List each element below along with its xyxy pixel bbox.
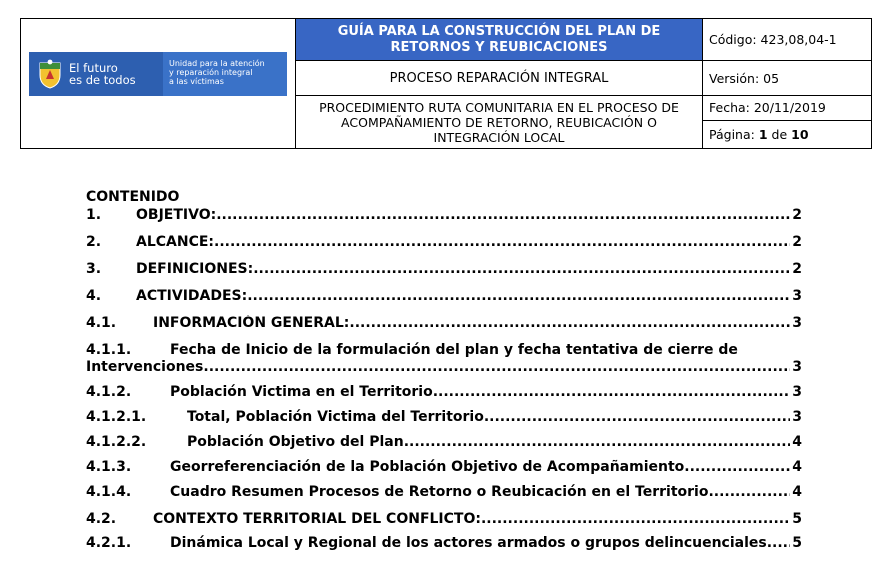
toc-entry-number: 2.: [86, 234, 102, 250]
toc-entry[interactable]: [86, 261, 802, 278]
logo-slogan-line2: es de todos: [69, 73, 136, 87]
toc-entry-page: 4: [792, 484, 802, 500]
logo-slogan-line1: El futuro: [69, 61, 118, 75]
toc-entry-number: 4.1.2.1.: [86, 409, 147, 425]
toc-entry-number: 4.2.: [86, 511, 117, 527]
toc-entry-title: Población Objetivo del Plan .....: [187, 434, 404, 450]
toc-entries: [86, 207, 802, 552]
document-header: [20, 18, 872, 149]
toc-entry-page: 4: [792, 459, 802, 475]
toc-entry-page: 3: [792, 288, 802, 304]
page-current: 1: [758, 127, 768, 142]
toc-entry[interactable]: [86, 535, 802, 552]
page-total: 10: [791, 127, 809, 142]
logo-cell: [21, 19, 296, 149]
toc-entry-page: 2: [792, 207, 802, 223]
toc-entry[interactable]: [86, 384, 802, 401]
toc-entry-number: 4.1.: [86, 315, 117, 331]
toc-entry[interactable]: [86, 459, 802, 476]
toc-entry[interactable]: [86, 315, 802, 332]
toc-entry-title: Total, Población Victima del Territorio .....: [187, 409, 484, 425]
toc-entry-number: 4.1.4.: [86, 484, 132, 500]
toc-entry-number: 3.: [86, 261, 102, 277]
toc-entry[interactable]: [86, 234, 802, 251]
page-indicator: [703, 121, 871, 148]
toc-entry-title: ACTIVIDADES: .....: [136, 288, 247, 304]
institution-logo: [29, 52, 287, 96]
toc-entry-page: 2: [792, 261, 802, 277]
toc-entry-title: OBJETIVO: .....: [136, 207, 216, 223]
toc-entry-title: Dinámica Local y Regional de los actores armados o grupos delincuenciales. .....: [170, 535, 772, 551]
page-label: Página:: [709, 127, 755, 142]
toc-entry-title: Fecha de Inicio de la formulación del plan y fecha tentativa de cierre de Intervenciones .....: [86, 342, 738, 375]
toc-entry-page: 3: [792, 384, 802, 400]
toc-entry[interactable]: [86, 409, 802, 426]
table-of-contents: [86, 189, 802, 552]
toc-entry-title: INFORMACIÓN GENERAL: .....: [153, 315, 349, 331]
toc-entry-title: CONTEXTO TERRITORIAL DEL CONFLICTO: .....: [153, 511, 481, 527]
coat-of-arms-icon: [37, 59, 63, 89]
toc-entry-page: 4: [792, 434, 802, 450]
toc-entry[interactable]: [86, 511, 802, 528]
logo-unit-text: Unidad para la atención y reparación integral a las víctimas: [163, 52, 287, 96]
toc-entry-page: 2: [792, 234, 802, 250]
toc-entry-page: 3: [792, 315, 802, 331]
toc-entry[interactable]: [86, 434, 802, 451]
toc-entry-page: 5: [792, 535, 802, 551]
toc-entry-title: DEFINICIONES: .....: [136, 261, 253, 277]
toc-entry-number: 4.1.3.: [86, 459, 132, 475]
toc-entry-title: ALCANCE: .....: [136, 234, 214, 250]
toc-entry-title: Cuadro Resumen Procesos de Retorno o Reubicación en el Territorio .....: [170, 484, 708, 500]
procedure-name: PROCEDIMIENTO RUTA COMUNITARIA EN EL PROCESO DE ACOMPAÑAMIENTO DE RETORNO, REUBICACIÓN O INTEGRACIÓN LOCAL: [296, 96, 703, 149]
document-code: Código: 423,08,04-1: [703, 19, 872, 61]
toc-entry-page: 5: [792, 511, 802, 527]
toc-entry[interactable]: [86, 484, 802, 501]
toc-entry-number: 4.: [86, 288, 102, 304]
toc-entry-title: Georreferenciación de la Población Objetivo de Acompañamiento .....: [170, 459, 684, 475]
toc-entry-title: Población Victima en el Territorio .....: [170, 384, 433, 400]
toc-entry-number: 4.1.2.2.: [86, 434, 147, 450]
toc-entry-page: 3: [792, 359, 802, 375]
toc-entry[interactable]: [86, 342, 802, 376]
document-version: Versión: 05: [703, 61, 872, 96]
toc-entry-page: 3: [792, 409, 802, 425]
toc-entry-number: 1.: [86, 207, 102, 223]
toc-entry-number: 4.1.1.: [86, 342, 132, 358]
toc-heading: CONTENIDO: [86, 189, 180, 205]
document-title: GUÍA PARA LA CONSTRUCCIÓN DEL PLAN DE RETORNOS Y REUBICACIONES: [296, 19, 703, 61]
toc-entry-number: 4.2.1.: [86, 535, 132, 551]
process-name: PROCESO REPARACIÓN INTEGRAL: [296, 61, 703, 96]
page-of: de: [771, 127, 788, 142]
toc-entry-number: 4.1.2.: [86, 384, 132, 400]
document-date: Fecha: 20/11/2019: [703, 96, 871, 121]
toc-entry[interactable]: [86, 207, 802, 224]
toc-entry[interactable]: [86, 288, 802, 305]
